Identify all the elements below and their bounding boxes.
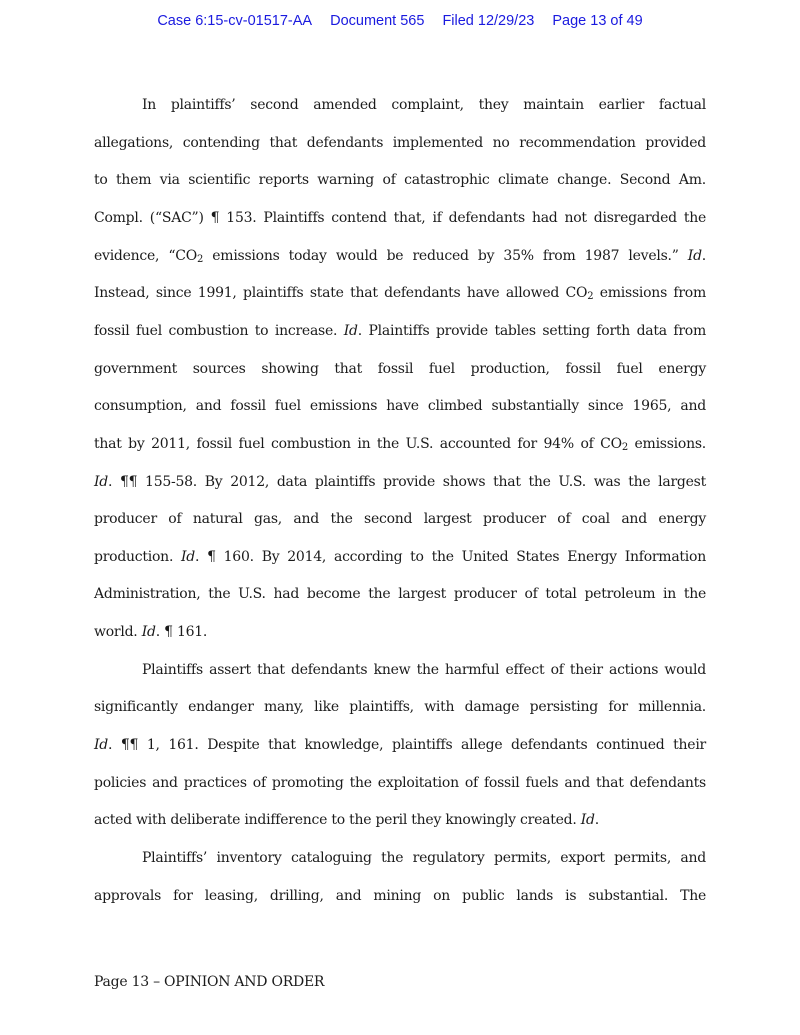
- text-line: that by 2011, fossil fuel combustion in the U.S. accounted for 94% of $CO_2$ emissions.: [94, 435, 706, 453]
- text-line: evidence, “$CO_2$ emissions today would be reduced by 35% from 1987 levels.” Id.: [94, 247, 706, 265]
- filed-date: Filed 12/29/23: [442, 13, 535, 29]
- text-line: Instead, since 1991, plaintiffs state that defendants have allowed $CO_2$ emissions from: [94, 285, 706, 303]
- text-line: Id. ¶¶ 1, 161. Despite that knowledge, plaintiffs allege defendants continued their: [94, 737, 706, 754]
- text-line: production. Id. ¶ 160. By 2014, according to the United States Energy Information: [94, 548, 706, 565]
- citation-id: Id: [141, 624, 156, 641]
- text-line: Plaintiffs’ inventory cataloguing the regulatory permits, export permits, and: [142, 850, 706, 866]
- subscript: 2: [197, 253, 204, 265]
- text-line: Plaintiffs assert that defendants knew the harmful effect of their actions would: [142, 661, 706, 678]
- subscript: 2: [621, 441, 628, 453]
- subscript: 2: [587, 291, 594, 303]
- text-line: government sources showing that fossil fuel production, fossil fuel energy: [94, 360, 706, 377]
- text-line: world. Id. ¶ 161.: [94, 624, 208, 641]
- citation-id: Id: [181, 548, 196, 565]
- citation-id: Id: [94, 737, 108, 754]
- text-line: fossil fuel combustion to increase. Id. Plaintiffs provide tables setting forth data from: [94, 322, 706, 339]
- citation-id: Id: [343, 322, 358, 339]
- page-footer: Page 13 – OPINION AND ORDER: [94, 974, 325, 990]
- text-line: Compl. (“SAC”) ¶ 153. Plaintiffs contend that, if defendants had not disregarded the: [94, 209, 706, 226]
- citation-id: Id: [687, 247, 702, 264]
- text-line: Id. ¶¶ 155-58. By 2012, data plaintiffs provide shows that the U.S. was the largest: [94, 473, 706, 490]
- text-line: Administration, the U.S. had become the largest producer of total petroleum in the: [94, 586, 706, 603]
- document-number: Document 565: [330, 13, 425, 29]
- citation-id: Id: [580, 812, 595, 829]
- text-line: In plaintiffs’ second amended complaint, they maintain earlier factual: [142, 97, 706, 113]
- text-line: policies and practices of promoting the exploitation of fossil fuels and that defendants: [94, 774, 706, 791]
- text-line: acted with deliberate indifference to the peril they knowingly created. Id.: [94, 812, 599, 829]
- ecf-header-stamp: [0, 13, 800, 29]
- citation-id: Id: [94, 473, 108, 490]
- text-line: significantly endanger many, like plaintiffs, with damage persisting for millennia.: [94, 699, 706, 716]
- text-line: to them via scientific reports warning of catastrophic climate change. Second Am.: [94, 172, 706, 189]
- page-count: Page 13 of 49: [552, 13, 643, 29]
- text-line: approvals for leasing, drilling, and mining on public lands is substantial. The: [94, 887, 706, 904]
- case-number: Case 6:15-cv-01517-AA: [157, 13, 313, 29]
- text-line: allegations, contending that defendants implemented no recommendation provided: [94, 134, 706, 151]
- text-line: producer of natural gas, and the second largest producer of coal and energy: [94, 511, 706, 528]
- text-line: consumption, and fossil fuel emissions have climbed substantially since 1965, and: [94, 398, 706, 415]
